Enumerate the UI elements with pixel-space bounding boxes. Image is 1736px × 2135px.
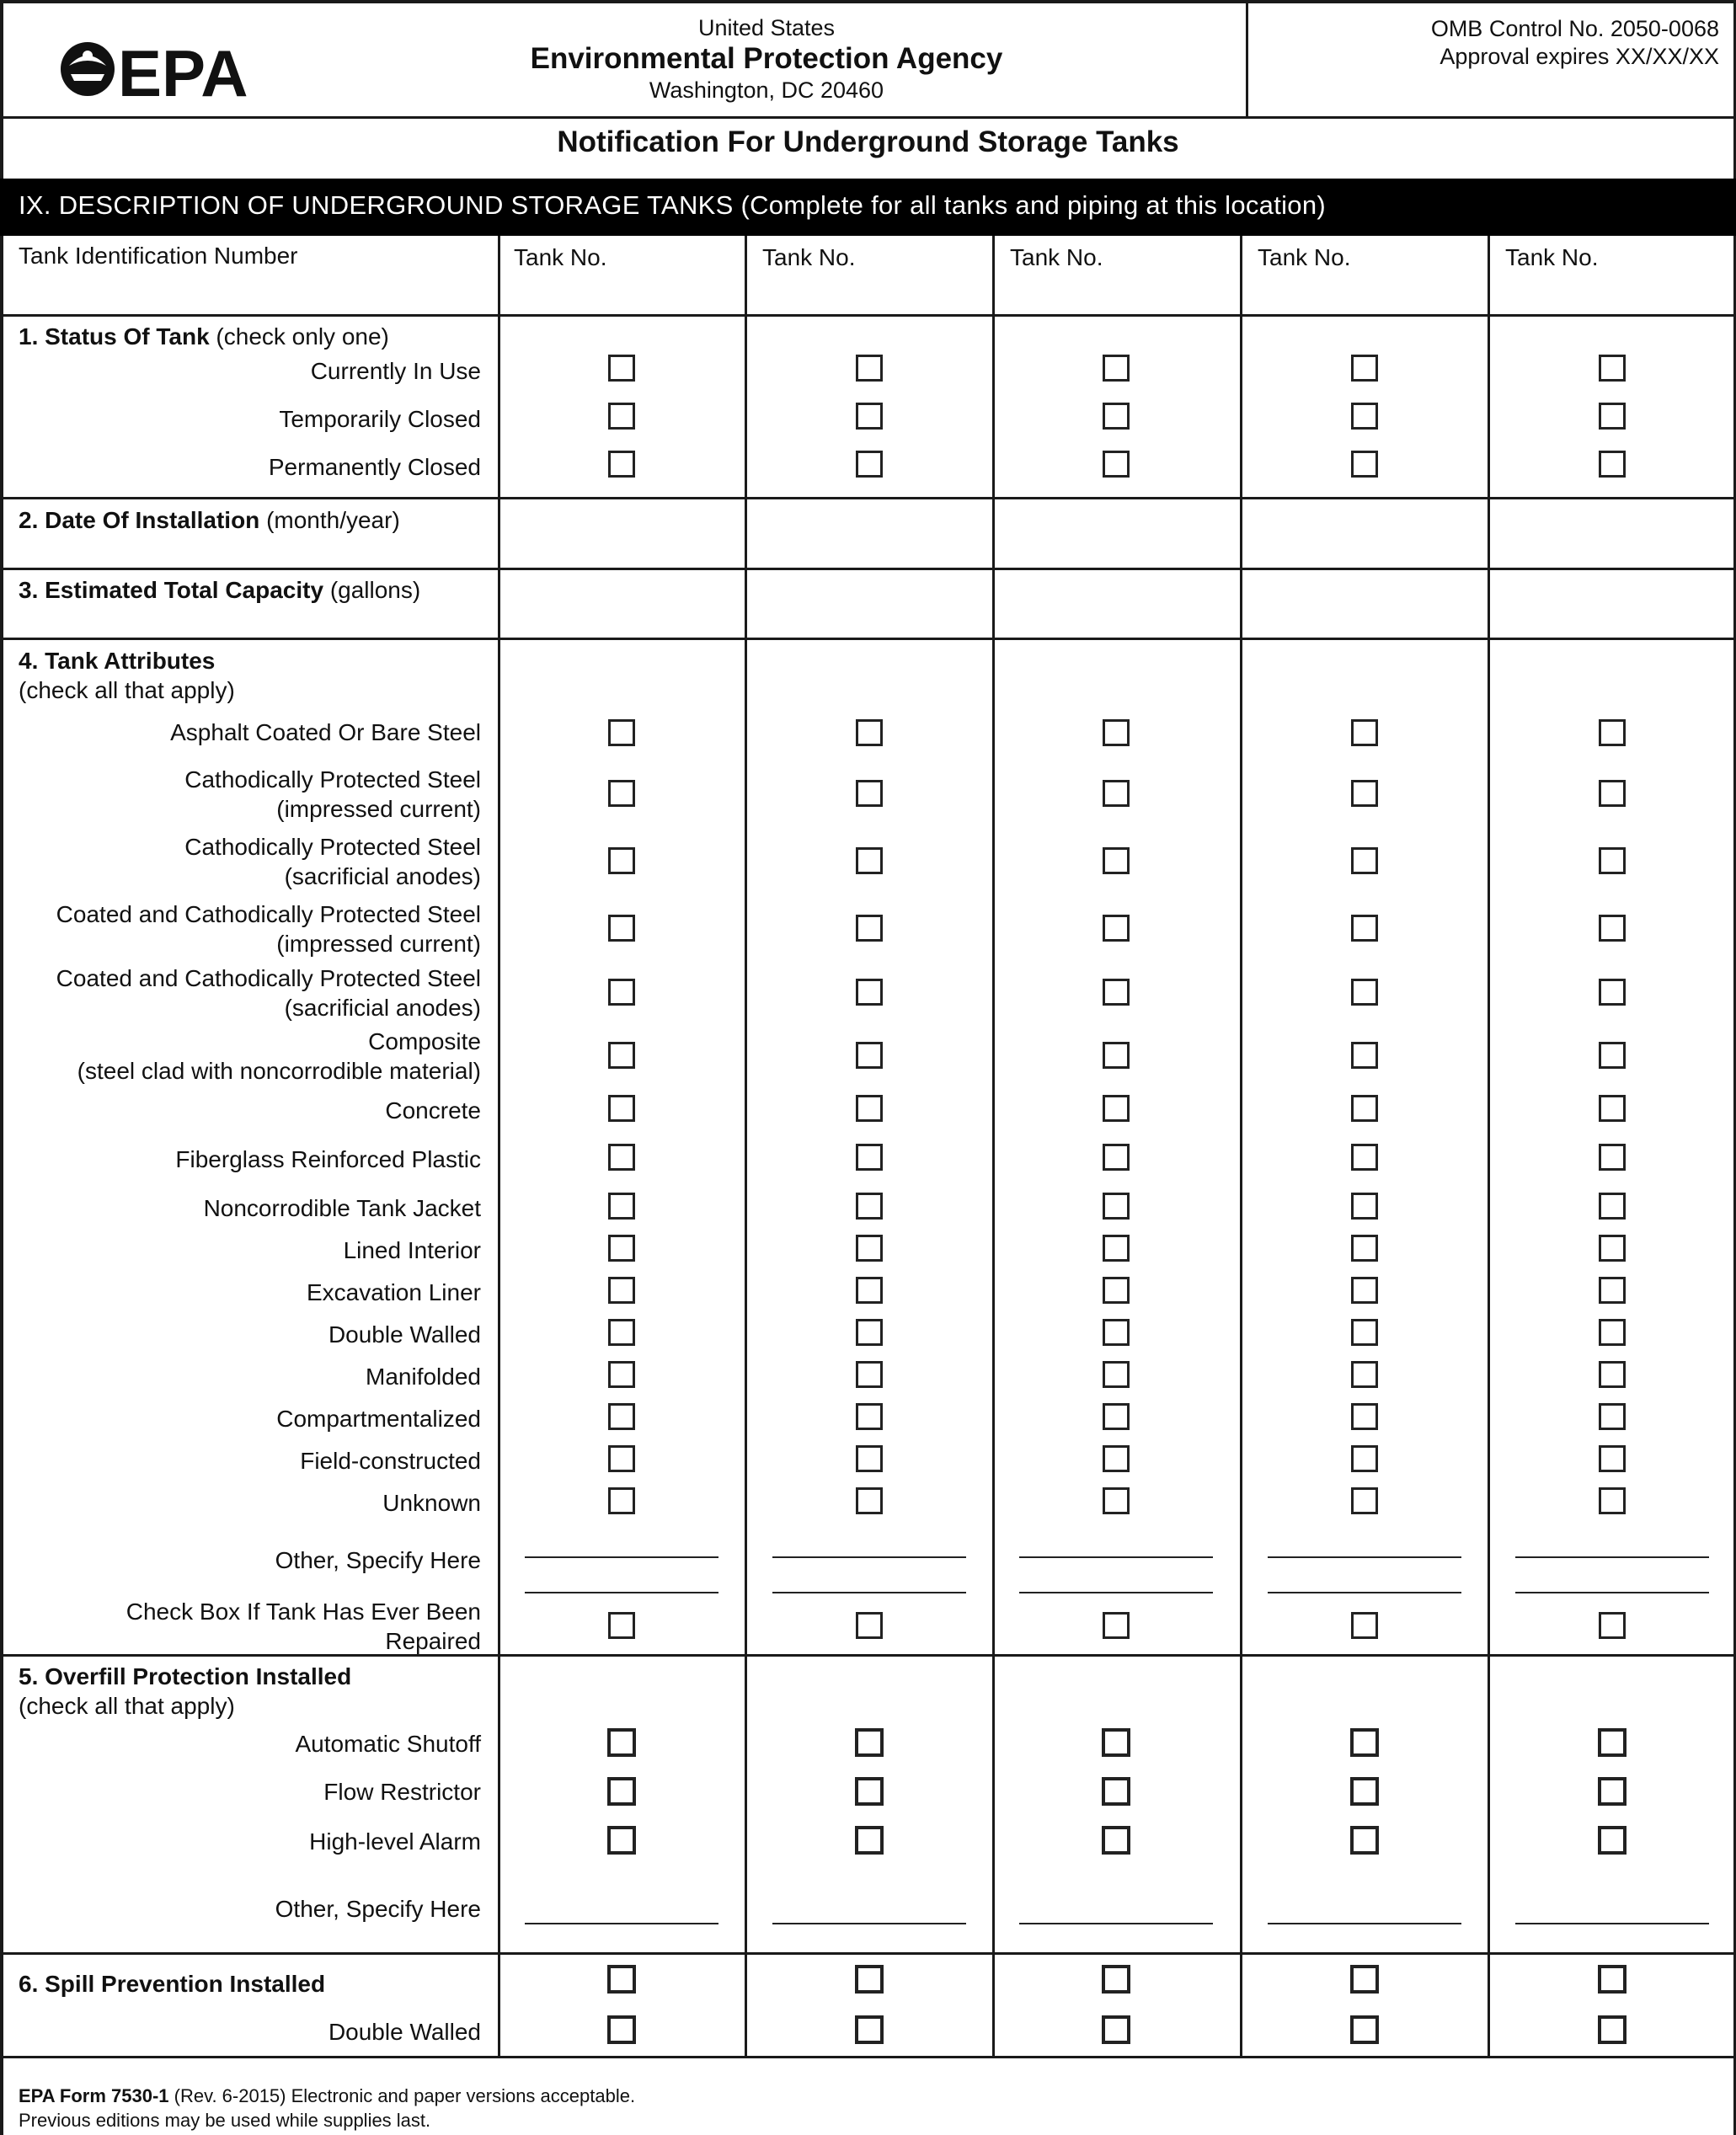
attribute-checkbox[interactable]	[1103, 915, 1130, 942]
repaired-checkbox[interactable]	[1103, 1612, 1130, 1639]
overfill-checkbox[interactable]	[1102, 1826, 1130, 1855]
attribute-checkbox[interactable]	[856, 1319, 883, 1346]
attribute-label: Unknown	[382, 1490, 481, 1516]
overfill-checkbox[interactable]	[607, 1777, 636, 1806]
section-heading-bar	[0, 179, 1736, 236]
attribute-checkbox[interactable]	[608, 1403, 635, 1430]
overfill-other-input[interactable]	[1515, 1923, 1709, 1924]
overfill-option-label: High-level Alarm	[309, 1828, 481, 1855]
attribute-label: Field-constructed	[300, 1448, 481, 1474]
overfill-checkbox[interactable]	[1598, 1728, 1626, 1757]
agency-address: Washington, DC 20460	[649, 77, 884, 103]
attribute-checkbox[interactable]	[856, 1235, 883, 1262]
overfill-checkbox[interactable]	[855, 1777, 884, 1806]
spill-checkbox[interactable]	[1598, 1965, 1626, 1994]
status-title: 1. Status Of Tank	[19, 323, 210, 350]
omb-control: OMB Control No. 2050-0068	[1430, 16, 1719, 41]
attribute-label: Cathodically Protected Steel	[184, 834, 481, 860]
attribute-checkbox[interactable]	[1351, 780, 1378, 807]
attribute-label: Fiberglass Reinforced Plastic	[175, 1146, 481, 1172]
attribute-checkbox[interactable]	[1351, 847, 1378, 874]
status-option-label: Permanently Closed	[268, 454, 481, 480]
attribute-checkbox[interactable]	[608, 1487, 635, 1514]
attribute-checkbox[interactable]	[608, 1235, 635, 1262]
attribute-label: Noncorrodible Tank Jacket	[203, 1195, 481, 1221]
attribute-checkbox[interactable]	[856, 719, 883, 746]
status-checkbox[interactable]	[856, 355, 883, 382]
spill-double-walled-checkbox[interactable]	[855, 2015, 884, 2044]
attribute-checkbox[interactable]	[608, 979, 635, 1006]
attribute-checkbox[interactable]	[1103, 979, 1130, 1006]
attribute-checkbox[interactable]	[856, 1144, 883, 1171]
spill-checkbox[interactable]	[1350, 1965, 1379, 1994]
attribute-checkbox[interactable]	[1599, 1042, 1626, 1069]
overfill-checkbox[interactable]	[1102, 1728, 1130, 1757]
attribute-checkbox[interactable]	[1599, 1403, 1626, 1430]
status-checkbox[interactable]	[1103, 403, 1130, 430]
overfill-checkbox[interactable]	[607, 1728, 636, 1757]
section-heading: IX. DESCRIPTION OF UNDERGROUND STORAGE TANKS (Complete for all tanks and piping at this location)	[19, 190, 1327, 220]
attribute-checkbox[interactable]	[608, 719, 635, 746]
attribute-checkbox[interactable]	[1351, 1193, 1378, 1220]
overfill-other-input[interactable]	[1268, 1923, 1461, 1924]
attribute-checkbox[interactable]	[1599, 780, 1626, 807]
overfill-other-input[interactable]	[525, 1923, 718, 1924]
attribute-checkbox[interactable]	[856, 1487, 883, 1514]
attribute-checkbox[interactable]	[1599, 1193, 1626, 1220]
spill-double-walled-checkbox[interactable]	[1598, 2015, 1626, 2044]
attribute-other-input[interactable]	[1268, 1556, 1461, 1558]
attribute-checkbox[interactable]	[608, 1144, 635, 1171]
overfill-checkbox[interactable]	[1350, 1826, 1379, 1855]
overfill-checkbox[interactable]	[1598, 1777, 1626, 1806]
attribute-checkbox[interactable]	[1103, 1042, 1130, 1069]
attribute-checkbox[interactable]	[1351, 1445, 1378, 1472]
attributes-hint: (check all that apply)	[19, 677, 235, 703]
attribute-checkbox[interactable]	[1103, 719, 1130, 746]
attribute-checkbox[interactable]	[1103, 1319, 1130, 1346]
status-checkbox[interactable]	[1599, 355, 1626, 382]
footer-form-id: EPA Form 7530-1	[19, 2085, 169, 2106]
repaired-checkbox[interactable]	[1351, 1612, 1378, 1639]
epa-flower-icon	[61, 42, 115, 96]
attribute-other-input[interactable]	[772, 1592, 966, 1593]
agency-line1: United States	[697, 15, 836, 40]
attribute-label: Concrete	[385, 1097, 481, 1124]
attribute-sublabel: (sacrificial anodes)	[284, 863, 481, 889]
attribute-checkbox[interactable]	[1351, 1319, 1378, 1346]
attribute-checkbox[interactable]	[1351, 1095, 1378, 1122]
installation-hint: (month/year)	[266, 507, 400, 533]
attribute-checkbox[interactable]	[1599, 1095, 1626, 1122]
attribute-other-input[interactable]	[1515, 1556, 1709, 1558]
spill-double-walled-checkbox[interactable]	[607, 2015, 636, 2044]
attribute-other-label: Other, Specify Here	[275, 1547, 481, 1573]
status-checkbox[interactable]	[1351, 403, 1378, 430]
attribute-checkbox[interactable]	[608, 1319, 635, 1346]
attribute-sublabel: (impressed current)	[276, 931, 481, 957]
tank-no-header: Tank No.	[762, 244, 856, 270]
epa-logo	[61, 30, 271, 106]
status-checkbox[interactable]	[1103, 355, 1130, 382]
attribute-checkbox[interactable]	[1351, 1361, 1378, 1388]
attribute-checkbox[interactable]	[1599, 1144, 1626, 1171]
agency-name: Environmental Protection Agency	[530, 42, 1003, 75]
attribute-checkbox[interactable]	[856, 1042, 883, 1069]
attribute-other-input[interactable]	[525, 1556, 718, 1558]
attribute-checkbox[interactable]	[1599, 847, 1626, 874]
attribute-checkbox[interactable]	[1103, 1277, 1130, 1304]
attribute-checkbox[interactable]	[608, 1445, 635, 1472]
overfill-checkbox[interactable]	[1350, 1728, 1379, 1757]
attribute-other-input[interactable]	[1019, 1592, 1213, 1593]
status-checkbox[interactable]	[1351, 451, 1378, 478]
attribute-checkbox[interactable]	[1103, 1095, 1130, 1122]
spill-checkbox[interactable]	[1102, 1965, 1130, 1994]
attribute-checkbox[interactable]	[608, 1361, 635, 1388]
logo-text: EPA	[118, 36, 248, 106]
status-option-label: Currently In Use	[310, 358, 481, 384]
attribute-checkbox[interactable]	[1351, 915, 1378, 942]
attribute-checkbox[interactable]	[856, 1361, 883, 1388]
overfill-checkbox[interactable]	[607, 1826, 636, 1855]
attribute-checkbox[interactable]	[1351, 1235, 1378, 1262]
overfill-checkbox[interactable]	[1598, 1826, 1626, 1855]
attribute-checkbox[interactable]	[608, 847, 635, 874]
capacity-hint: (gallons)	[329, 577, 421, 603]
attribute-sublabel: (impressed current)	[276, 796, 481, 822]
attribute-label: Lined Interior	[343, 1237, 481, 1263]
attribute-checkbox[interactable]	[1599, 1319, 1626, 1346]
overfill-checkbox[interactable]	[1102, 1777, 1130, 1806]
attribute-checkbox[interactable]	[856, 979, 883, 1006]
attribute-label: Manifolded	[366, 1364, 481, 1390]
attribute-checkbox[interactable]	[1351, 1042, 1378, 1069]
footer-line1	[19, 2084, 635, 2108]
overfill-option-label: Flow Restrictor	[323, 1779, 481, 1805]
tank-no-header: Tank No.	[1258, 244, 1351, 270]
spill-double-walled-checkbox[interactable]	[1102, 2015, 1130, 2044]
attribute-checkbox[interactable]	[1599, 1277, 1626, 1304]
attribute-other-input[interactable]	[1019, 1556, 1213, 1558]
attribute-sublabel: (steel clad with noncorrodible material)	[77, 1058, 481, 1084]
attribute-label: Coated and Cathodically Protected Steel	[56, 965, 481, 991]
status-checkbox[interactable]	[856, 403, 883, 430]
status-checkbox[interactable]	[608, 451, 635, 478]
attribute-checkbox[interactable]	[1599, 1487, 1626, 1514]
attribute-checkbox[interactable]	[1103, 1403, 1130, 1430]
attribute-checkbox[interactable]	[1351, 1487, 1378, 1514]
attribute-other-input[interactable]	[1268, 1592, 1461, 1593]
attribute-other-input[interactable]	[772, 1556, 966, 1558]
capacity-title: 3. Estimated Total Capacity	[19, 577, 324, 603]
attribute-checkbox[interactable]	[1103, 1445, 1130, 1472]
repaired-checkbox[interactable]	[1599, 1612, 1626, 1639]
status-option-label: Temporarily Closed	[279, 406, 481, 432]
overfill-other-input[interactable]	[1019, 1923, 1213, 1924]
attribute-checkbox[interactable]	[1599, 915, 1626, 942]
attribute-checkbox[interactable]	[608, 1095, 635, 1122]
attribute-checkbox[interactable]	[856, 780, 883, 807]
attribute-checkbox[interactable]	[856, 1095, 883, 1122]
attribute-label: Excavation Liner	[306, 1279, 481, 1305]
attribute-checkbox[interactable]	[856, 1277, 883, 1304]
attribute-checkbox[interactable]	[1351, 719, 1378, 746]
overfill-hint: (check all that apply)	[19, 1693, 235, 1719]
spill-double-walled-checkbox[interactable]	[1350, 2015, 1379, 2044]
status-checkbox[interactable]	[1351, 355, 1378, 382]
form-title: Notification For Underground Storage Tanks	[557, 125, 1179, 158]
attribute-checkbox[interactable]	[1103, 1361, 1130, 1388]
tank-no-header: Tank No.	[514, 244, 607, 270]
attribute-checkbox[interactable]	[1103, 1144, 1130, 1171]
attribute-label: Coated and Cathodically Protected Steel	[56, 901, 481, 927]
attribute-checkbox[interactable]	[856, 1403, 883, 1430]
overfill-checkbox[interactable]	[1350, 1777, 1379, 1806]
tank-no-header: Tank No.	[1505, 244, 1599, 270]
attribute-other-input[interactable]	[1515, 1592, 1709, 1593]
spill-checkbox[interactable]	[855, 1965, 884, 1994]
attribute-checkbox[interactable]	[608, 780, 635, 807]
overfill-other-label: Other, Specify Here	[275, 1896, 481, 1922]
attribute-checkbox[interactable]	[1599, 979, 1626, 1006]
installation-heading	[19, 506, 400, 535]
overfill-option-label: Automatic Shutoff	[295, 1731, 481, 1757]
status-checkbox[interactable]	[856, 451, 883, 478]
status-checkbox[interactable]	[1599, 451, 1626, 478]
attributes-title: 4. Tank Attributes	[19, 648, 216, 674]
attribute-label: Cathodically Protected Steel	[184, 766, 481, 793]
attribute-checkbox[interactable]	[1103, 847, 1130, 874]
repaired-label: Check Box If Tank Has Ever Been	[126, 1599, 481, 1625]
spill-option-label: Double Walled	[328, 2019, 481, 2045]
repaired-sublabel: Repaired	[385, 1628, 481, 1654]
attribute-checkbox[interactable]	[856, 915, 883, 942]
tank-id-label: Tank Identification Number	[19, 243, 298, 269]
attribute-checkbox[interactable]	[608, 915, 635, 942]
attribute-checkbox[interactable]	[1103, 1487, 1130, 1514]
overfill-title: 5. Overfill Protection Installed	[19, 1663, 352, 1689]
overfill-checkbox[interactable]	[855, 1728, 884, 1757]
installation-title: 2. Date Of Installation	[19, 507, 260, 533]
attribute-checkbox[interactable]	[608, 1277, 635, 1304]
approval-expires: Approval expires XX/XX/XX	[1440, 44, 1719, 69]
attribute-label: Composite	[368, 1028, 481, 1054]
attribute-label: Compartmentalized	[276, 1406, 481, 1432]
attribute-checkbox[interactable]	[856, 1193, 883, 1220]
attribute-checkbox[interactable]	[1599, 719, 1626, 746]
overfill-other-input[interactable]	[772, 1923, 966, 1924]
attribute-label: Double Walled	[328, 1321, 481, 1348]
attribute-checkbox[interactable]	[608, 1042, 635, 1069]
attribute-checkbox[interactable]	[856, 1445, 883, 1472]
tank-no-header: Tank No.	[1010, 244, 1103, 270]
attribute-checkbox[interactable]	[1599, 1361, 1626, 1388]
attribute-checkbox[interactable]	[1103, 1235, 1130, 1262]
attribute-checkbox[interactable]	[1103, 1193, 1130, 1220]
status-checkbox[interactable]	[608, 403, 635, 430]
status-checkbox[interactable]	[1103, 451, 1130, 478]
spill-checkbox[interactable]	[607, 1965, 636, 1994]
attribute-checkbox[interactable]	[1351, 1403, 1378, 1430]
repaired-checkbox[interactable]	[856, 1612, 883, 1639]
attribute-sublabel: (sacrificial anodes)	[284, 995, 481, 1021]
attribute-checkbox[interactable]	[608, 1193, 635, 1220]
status-checkbox[interactable]	[608, 355, 635, 382]
footer-line2: Previous editions may be used while supplies last.	[19, 2110, 431, 2131]
attribute-checkbox[interactable]	[856, 847, 883, 874]
attribute-checkbox[interactable]	[1599, 1445, 1626, 1472]
attribute-other-input[interactable]	[525, 1592, 718, 1593]
attribute-label: Asphalt Coated Or Bare Steel	[170, 719, 481, 745]
status-checkbox[interactable]	[1599, 403, 1626, 430]
repaired-checkbox[interactable]	[608, 1612, 635, 1639]
attribute-checkbox[interactable]	[1599, 1235, 1626, 1262]
capacity-heading	[19, 576, 420, 605]
attribute-checkbox[interactable]	[1351, 1277, 1378, 1304]
footer-revision: (Rev. 6-2015) Electronic and paper versions acceptable.	[168, 2085, 636, 2106]
status-heading	[19, 323, 389, 351]
attribute-checkbox[interactable]	[1351, 979, 1378, 1006]
attribute-checkbox[interactable]	[1351, 1144, 1378, 1171]
attribute-checkbox[interactable]	[1103, 780, 1130, 807]
status-hint: (check only one)	[216, 323, 389, 350]
spill-title: 6. Spill Prevention Installed	[19, 1971, 326, 1997]
overfill-checkbox[interactable]	[855, 1826, 884, 1855]
